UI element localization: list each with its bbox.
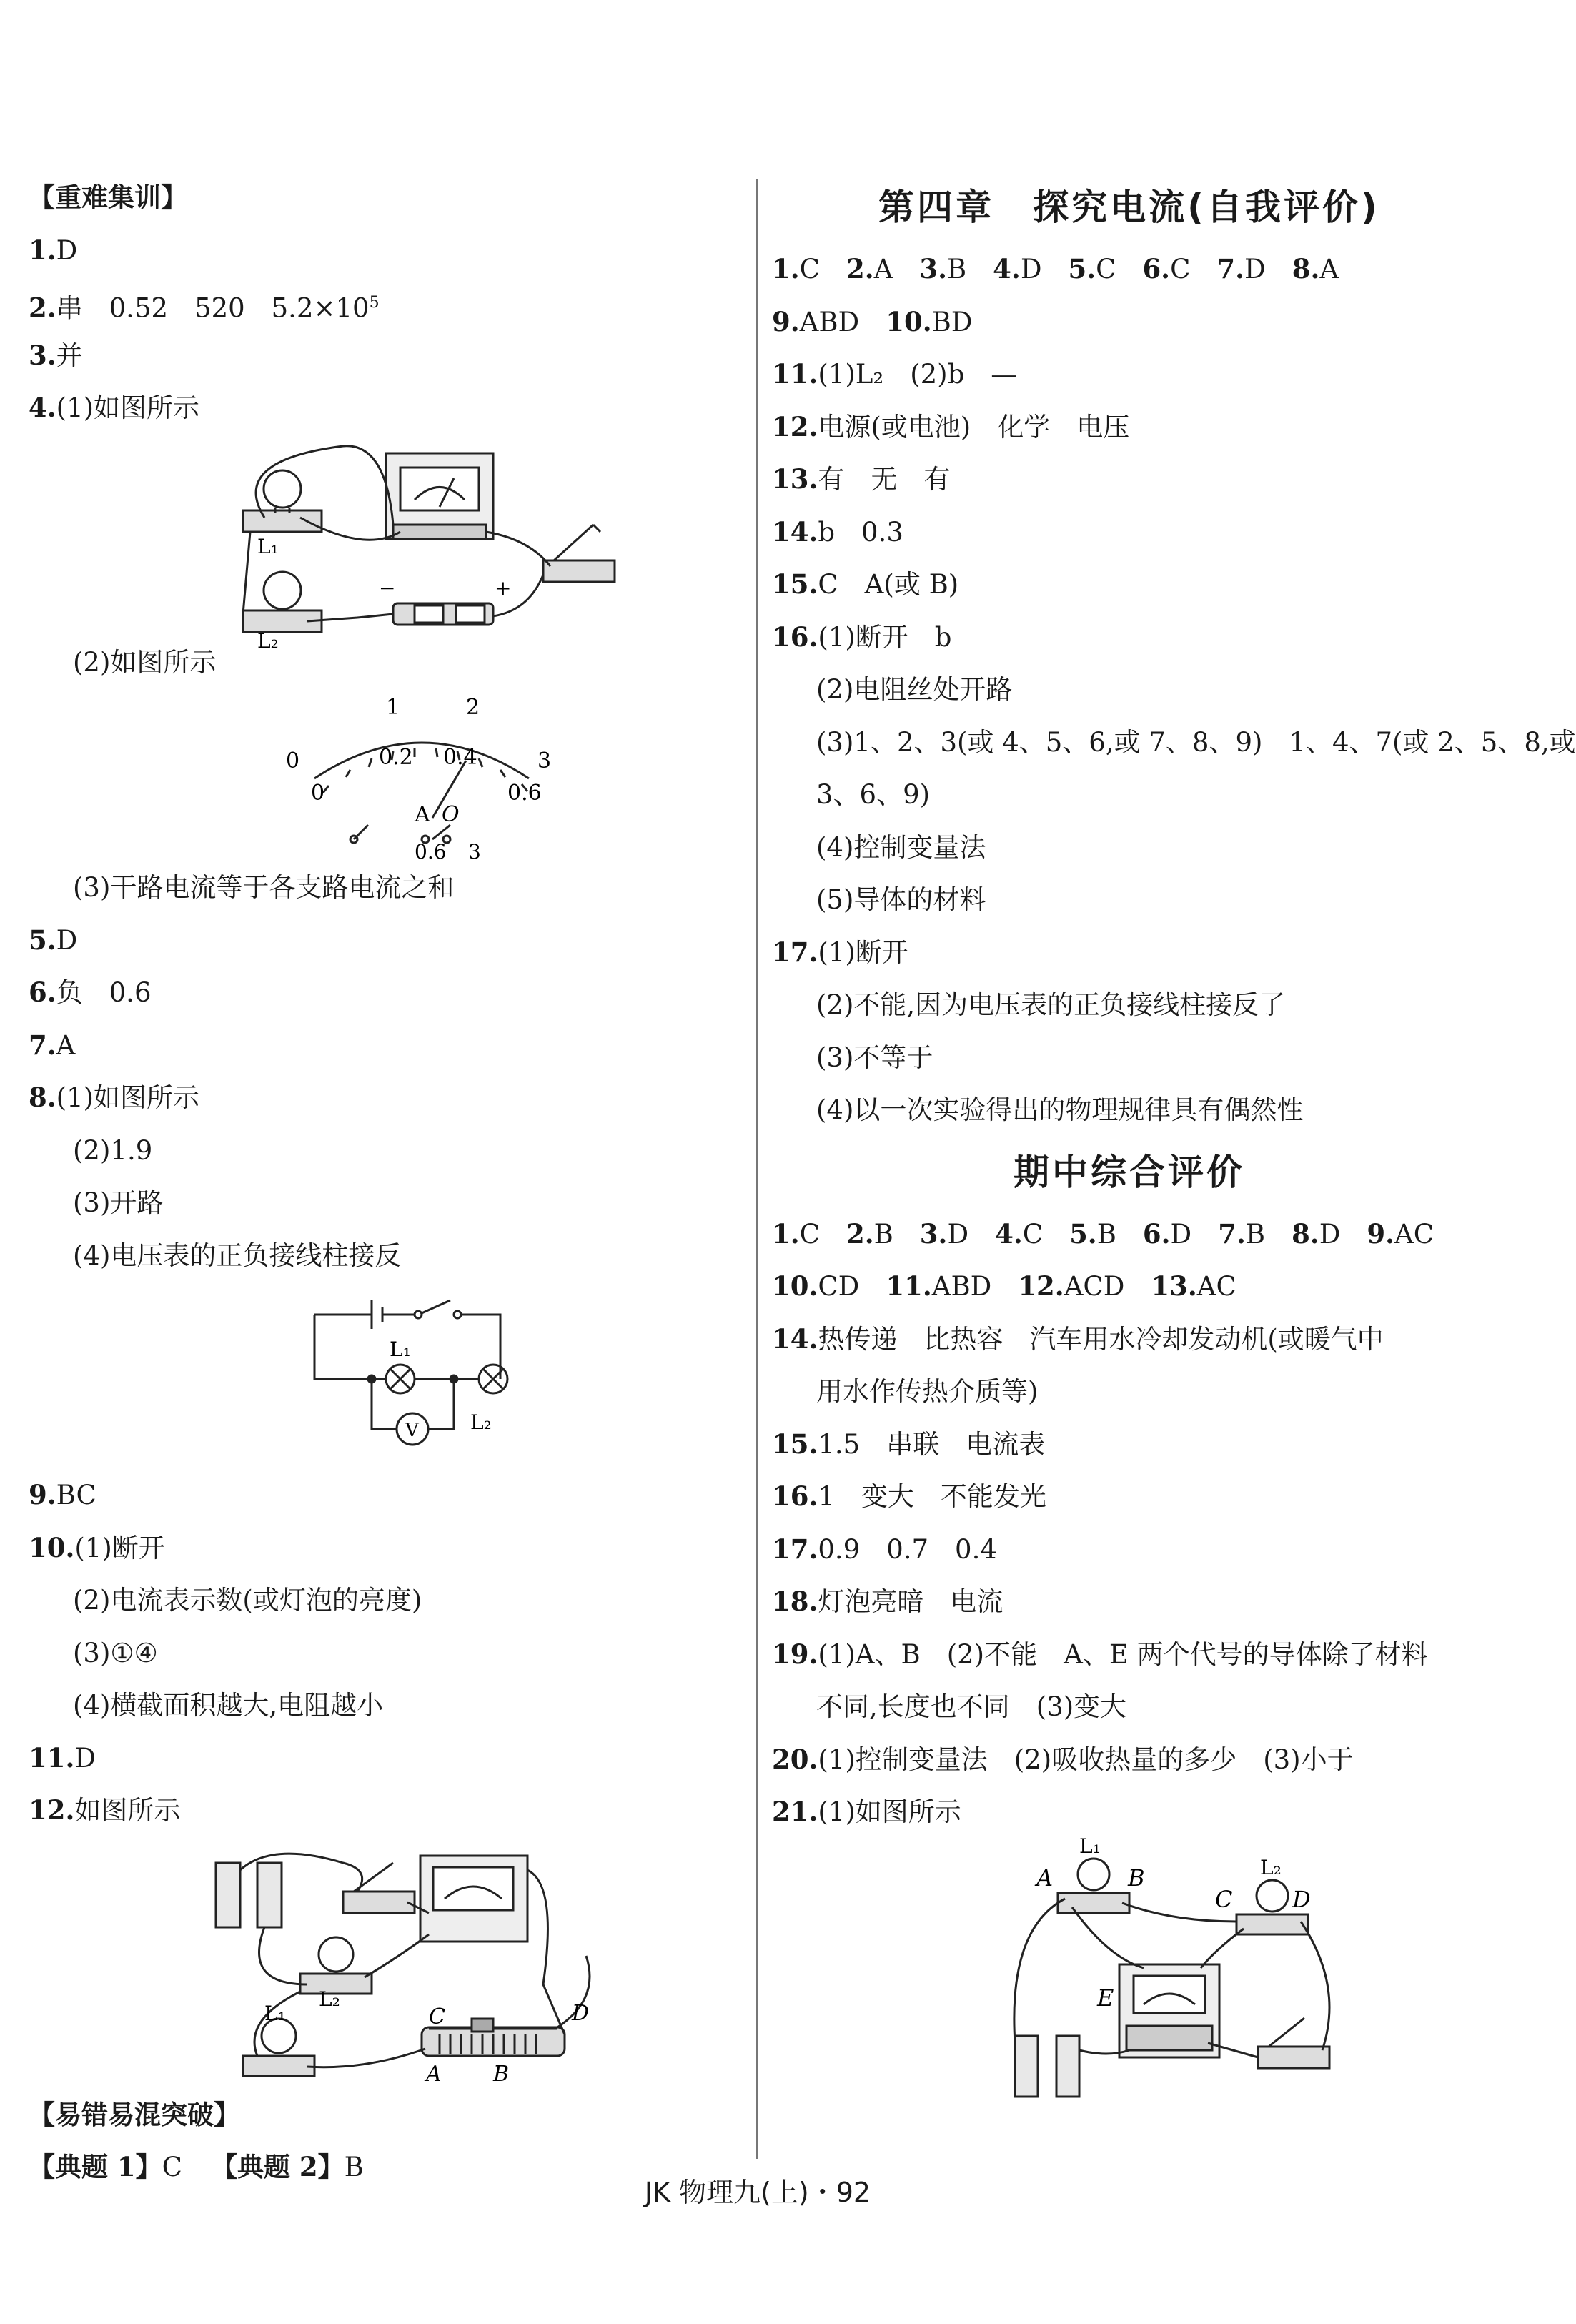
- answer-text: (3)干路电流等于各支路电流之和: [73, 872, 455, 903]
- answer-line: [772, 296, 1487, 349]
- answer-line: [29, 966, 736, 1019]
- question-number: 14.: [772, 515, 818, 548]
- answer-text: 热传递 比热容 汽车用水冷却发动机(或暖气中: [818, 1323, 1384, 1355]
- answer-text: 1.5 串联 电流表: [818, 1428, 1046, 1460]
- right-column: [772, 172, 1576, 2105]
- question-number: 2.: [846, 1217, 874, 1250]
- answer-text: D: [56, 234, 78, 266]
- answer-text: 3、6、9): [816, 779, 931, 810]
- question-number: 9.: [1367, 1217, 1395, 1250]
- answer-text: (4)以一次实验得出的物理规律具有偶然性: [816, 1094, 1304, 1125]
- circuit-figure-21: [772, 1834, 1487, 2100]
- question-number: 6.: [29, 976, 56, 1008]
- answer-text: 用水作传热介质等): [816, 1376, 1039, 1407]
- answer-text: A: [873, 254, 920, 285]
- answer-text: 有 无 有: [818, 464, 951, 495]
- question-number: 13.: [1151, 1270, 1197, 1302]
- question-number: 1.: [772, 253, 800, 285]
- answer-text: (1)控制变量法 (2)吸收热量的多少 (3)小于: [818, 1744, 1354, 1775]
- answer-text: D: [1319, 1218, 1367, 1250]
- question-number: 3.: [919, 1217, 948, 1250]
- answer-text: C: [1022, 1218, 1070, 1250]
- dial-term-06: 0.6: [415, 840, 447, 864]
- question-number: 21.: [772, 1796, 818, 1827]
- question-number: 11.: [29, 1741, 75, 1774]
- answer-line: [29, 382, 736, 435]
- answer-line: [772, 453, 1487, 506]
- answer-line: [29, 330, 736, 382]
- answer-text: ABD: [799, 306, 886, 337]
- question-number: 9.: [29, 1479, 56, 1510]
- answer-text: b 0.3: [818, 516, 903, 548]
- answer-line: [772, 243, 1487, 296]
- answer-text: (4)横截面积越大,电阻越小: [73, 1690, 384, 1721]
- question-number: 15.: [772, 1428, 818, 1460]
- question-number: 10.: [886, 305, 932, 337]
- dial-mid-3: 3: [537, 748, 552, 773]
- answer-text: (3)不等于: [816, 1042, 933, 1073]
- answer-line: [772, 716, 1576, 769]
- fig4-plus-label: +: [495, 575, 512, 600]
- fig21-b-label: B: [1128, 1864, 1145, 1892]
- answer-text: (1)L₂ (2)b —: [818, 359, 1018, 390]
- fig21-d-label: D: [1292, 1885, 1311, 1913]
- answer-line: [772, 1470, 1487, 1523]
- circuit-figure-4: [29, 439, 736, 653]
- answer-text: D: [947, 1218, 996, 1250]
- answer-text: 不同,长度也不同 (3)变大: [816, 1691, 1127, 1722]
- answer-line: [29, 861, 736, 914]
- fig21-c-label: C: [1215, 1885, 1233, 1913]
- example-label-2: 【典题 2】: [210, 2151, 345, 2182]
- answer-text: A: [56, 1029, 76, 1061]
- answer-text: C: [1170, 254, 1217, 285]
- answer-text: B: [946, 254, 993, 285]
- question-number: 2.: [846, 253, 874, 285]
- answer-line: [29, 1784, 736, 1837]
- answer-text: (2)不能,因为电压表的正负接线柱接反了: [816, 989, 1286, 1020]
- ammeter-dial-figure: [29, 693, 736, 864]
- dial-mid-02: 0.2: [379, 745, 413, 770]
- question-number: 8.: [1292, 253, 1320, 285]
- answer-text: 如图所示: [74, 1795, 181, 1826]
- answer-line: [29, 1627, 736, 1680]
- question-number: 13.: [772, 463, 818, 495]
- answer-text: (3)①④: [73, 1637, 158, 1668]
- answer-text: C A(或 B): [818, 569, 959, 600]
- example-answer-1: C: [162, 2152, 182, 2182]
- answer-text: 电源(或电池) 化学 电压: [818, 411, 1130, 442]
- answer-text: 1 变大 不能发光: [818, 1481, 1046, 1512]
- dial-top-2: 2: [466, 695, 480, 720]
- dial-bottom-06: 0.6: [507, 781, 542, 806]
- answer-line: [772, 1084, 1487, 1137]
- question-number: 15.: [772, 568, 818, 600]
- answer-line: [772, 1576, 1487, 1628]
- question-number: 1.: [29, 234, 56, 266]
- circuit-figure-12: [29, 1841, 736, 2085]
- fig12-l1-label: L₁: [264, 2001, 286, 2025]
- question-number: 7.: [1216, 253, 1245, 285]
- fig12-l2-label: L₂: [319, 1987, 340, 2011]
- question-number: 16.: [772, 1480, 818, 1512]
- answer-line: [29, 1019, 736, 1072]
- answer-text: (3)开路: [73, 1187, 164, 1218]
- answer-line: [772, 1208, 1487, 1261]
- left-column: [29, 172, 736, 2194]
- answer-line: [772, 663, 1487, 716]
- question-number: 16.: [772, 620, 818, 653]
- answer-text: 0.9 0.7 0.4: [818, 1533, 997, 1565]
- answer-line: [772, 821, 1487, 874]
- answer-text: (4)电压表的正负接线柱接反: [73, 1240, 402, 1271]
- answer-text: (1)如图所示: [56, 392, 200, 423]
- answer-text: BD: [931, 306, 973, 337]
- fig4-l1-label: L₁: [257, 534, 279, 558]
- answer-line: [772, 979, 1487, 1032]
- question-number: 4.: [993, 253, 1021, 285]
- answer-text: C: [799, 254, 846, 285]
- answer-text: (1)如图所示: [818, 1796, 961, 1827]
- question-number: 5.: [29, 924, 56, 956]
- question-number: 14.: [772, 1322, 818, 1355]
- answer-line: [29, 1679, 736, 1732]
- answer-line: [772, 1032, 1487, 1084]
- question-number: 5.: [1069, 1217, 1097, 1250]
- answer-text: (3)1、2、3(或 4、5、6,或 7、8、9) 1、4、7(或 2、5、8,或: [816, 726, 1576, 758]
- dial-mid-04: 0.4: [443, 745, 477, 770]
- dial-term-3: 3: [468, 840, 481, 864]
- question-number: 3.: [919, 253, 947, 285]
- answer-line: [29, 1522, 736, 1575]
- answer-text: B: [873, 1218, 920, 1250]
- page-footer: JK 物理九(上)・92: [644, 2177, 871, 2208]
- answer-text: BC: [56, 1480, 96, 1510]
- answer-text: (1)断开: [818, 936, 908, 968]
- answer-line: [772, 1786, 1487, 1839]
- answer-text: (2)电流表示数(或灯泡的亮度): [73, 1585, 422, 1616]
- dial-top-1: 1: [386, 695, 400, 720]
- example-answer-2: B: [344, 2152, 364, 2182]
- column-divider: [756, 179, 758, 2159]
- answer-line: [772, 1313, 1487, 1366]
- answer-line: [772, 348, 1487, 401]
- section-heading-mistakes: 【易错易混突破】: [29, 2098, 240, 2130]
- answer-text: 灯泡亮暗 电流: [818, 1586, 1003, 1617]
- question-number: 17.: [772, 1533, 818, 1565]
- question-number: 8.: [29, 1082, 56, 1113]
- answer-line: [772, 611, 1487, 664]
- answer-text: B: [1245, 1218, 1292, 1250]
- question-number: 11.: [886, 1270, 932, 1302]
- answer-text: D: [1170, 1218, 1219, 1250]
- fig21-a-label: A: [1036, 1864, 1054, 1892]
- answer-line: [772, 506, 1487, 559]
- answer-text: (1)A、B (2)不能 A、E 两个代号的导体除了材料: [818, 1638, 1428, 1670]
- answer-line: [29, 1124, 736, 1177]
- answer-text: D: [1244, 254, 1292, 285]
- fig8-l1-label: L₁: [390, 1337, 411, 1361]
- fig4-minus-label: −: [379, 575, 396, 600]
- fig12-d-label: D: [572, 2000, 590, 2026]
- answer-line: [772, 1681, 1487, 1734]
- dial-a-label: A: [415, 802, 430, 827]
- answer-line: [29, 1574, 736, 1627]
- exponent: 5: [369, 294, 380, 312]
- question-number: 12.: [29, 1794, 75, 1826]
- answer-text: 负 0.6: [56, 977, 152, 1008]
- question-number: 10.: [29, 1531, 75, 1563]
- answer-text: AC: [1196, 1271, 1236, 1302]
- question-number: 20.: [772, 1743, 818, 1775]
- fig12-a-label: A: [426, 2061, 442, 2087]
- answer-text: D: [56, 924, 78, 956]
- answer-text: 串 0.52 520 5.2×10: [56, 292, 370, 324]
- question-number: 12.: [1018, 1270, 1064, 1302]
- example-label-1: 【典题 1】: [29, 2151, 162, 2182]
- answer-text: ACD: [1064, 1271, 1151, 1302]
- answer-text: ABD: [931, 1271, 1019, 1302]
- fig12-c-label: C: [429, 2004, 445, 2029]
- answer-line: [29, 1230, 736, 1282]
- answer-text: (4)控制变量法: [816, 831, 986, 863]
- answer-line: [29, 277, 736, 330]
- answer-line: [29, 914, 736, 967]
- question-number: 4.: [29, 392, 56, 423]
- answer-line: [29, 1072, 736, 1124]
- answer-text: (2)如图所示: [73, 646, 217, 678]
- fig21-e-label: E: [1097, 1984, 1114, 2012]
- answer-text: (1)断开 b: [818, 621, 952, 653]
- dial-bottom-0: 0: [311, 781, 325, 806]
- answer-text: D: [1020, 254, 1069, 285]
- answer-text: (1)断开: [74, 1532, 165, 1563]
- question-number: 8.: [1292, 1217, 1319, 1250]
- dial-mid-0: 0: [286, 748, 300, 773]
- answer-line: [29, 224, 736, 277]
- fig21-l2-label: L₂: [1260, 1855, 1282, 1879]
- section-heading-key-training: 【重难集训】: [29, 182, 187, 213]
- fig21-l1-label: L₁: [1079, 1834, 1101, 1858]
- question-number: 7.: [1218, 1217, 1246, 1250]
- fig8-l2-label: L₂: [470, 1410, 492, 1434]
- answer-line: [772, 874, 1487, 926]
- answer-line: [772, 558, 1487, 611]
- answer-text: C: [1096, 254, 1143, 285]
- answer-line: [772, 1628, 1487, 1681]
- chapter-title: 第四章 探究电流(自我评价): [878, 187, 1380, 228]
- question-number: 18.: [772, 1586, 818, 1617]
- question-number: 9.: [772, 305, 800, 337]
- fig4-l2-label: L₂: [257, 628, 279, 653]
- question-number: 5.: [1068, 253, 1096, 285]
- question-number: 6.: [1142, 253, 1171, 285]
- question-number: 19.: [772, 1638, 818, 1670]
- answer-text: 并: [56, 340, 83, 371]
- answer-text: CD: [818, 1271, 886, 1302]
- answer-text: B: [1096, 1218, 1143, 1250]
- question-number: 6.: [1142, 1217, 1171, 1250]
- answer-text: D: [74, 1742, 96, 1774]
- question-number: 11.: [772, 358, 818, 390]
- answer-text: (1)如图所示: [56, 1082, 200, 1113]
- answer-text: (2)1.9: [73, 1134, 153, 1166]
- answer-line: [29, 1177, 736, 1230]
- answer-line: [29, 636, 736, 689]
- answer-text: (5)导体的材料: [816, 884, 986, 915]
- answer-text: AC: [1394, 1218, 1434, 1250]
- midterm-title: 期中综合评价: [1014, 1151, 1245, 1193]
- fig8-v-label: V: [405, 1420, 419, 1441]
- question-number: 2.: [29, 292, 56, 324]
- question-number: 17.: [772, 936, 818, 968]
- answer-line: [772, 1734, 1487, 1786]
- dial-o-label: O: [442, 802, 460, 827]
- answer-line: [772, 1365, 1487, 1418]
- fig12-b-label: B: [493, 2061, 510, 2087]
- answer-text: C: [799, 1218, 846, 1250]
- question-number: 12.: [772, 410, 818, 442]
- answer-line: [772, 1260, 1487, 1313]
- question-number: 4.: [995, 1217, 1023, 1250]
- answer-line: [29, 1469, 736, 1522]
- question-number: 1.: [772, 1217, 800, 1250]
- answer-line: [29, 1732, 736, 1785]
- answer-line: [772, 1523, 1487, 1576]
- question-number: 3.: [29, 339, 56, 371]
- answer-text: A: [1319, 254, 1339, 285]
- answer-line: [772, 768, 1487, 821]
- answer-line: [772, 401, 1487, 454]
- answer-text: (2)电阻丝处开路: [816, 674, 1013, 705]
- question-number: 10.: [772, 1270, 818, 1302]
- answer-line: [772, 926, 1487, 979]
- circuit-figure-8: [29, 1286, 736, 1465]
- question-number: 7.: [29, 1029, 56, 1061]
- answer-line: [772, 1418, 1487, 1471]
